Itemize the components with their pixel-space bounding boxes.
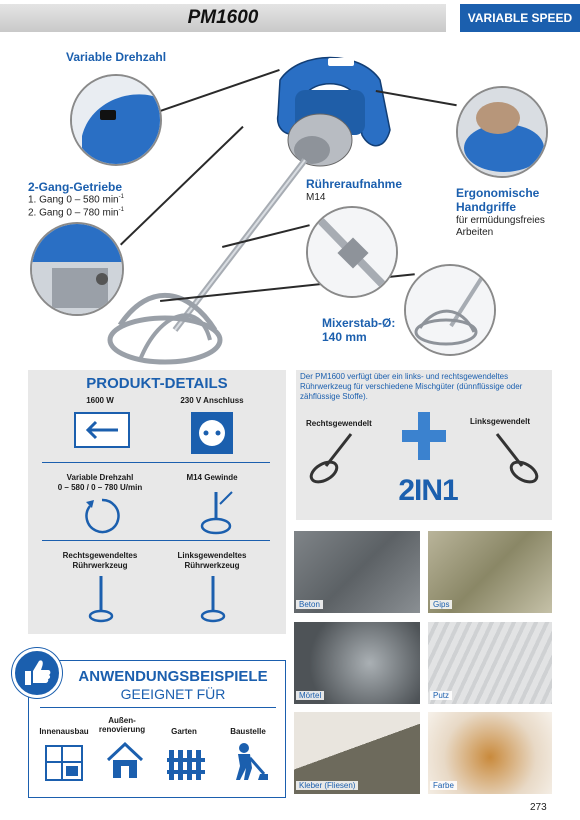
right-tool-label-1: Rechtsgewendeltes	[62, 551, 138, 560]
material-photo	[294, 531, 420, 613]
material-label: Beton	[296, 600, 323, 609]
two-in-one-description: Der PM1600 verfügt über ein links- und rechtsgewendeltes Rührwerkzeug für verschiedene Mischgüter (dünnflüssige oder zähflüssige Stoffe).	[300, 372, 523, 401]
left-wound-mixer-icon	[492, 430, 542, 490]
gear-2-text: 2. Gang 0 – 780 $\min^{-1}$	[28, 207, 124, 219]
two-in-one-badge: 2IN1	[398, 474, 458, 507]
left-tool-label-1: Linksgewendeltes	[177, 551, 247, 560]
variable-speed-photo	[70, 74, 162, 166]
left-wound-label: Linksgewendelt	[470, 417, 531, 426]
right-mixer-icon	[86, 574, 116, 624]
feature-grip-title-2: Handgriffe	[456, 200, 516, 214]
gear-1-text: 1. Gang 0 – 580 $\min^{-1}$	[28, 194, 124, 206]
speed-label-2: 0 – 580 / 0 – 780 U/min	[57, 483, 143, 492]
product-details-panel	[28, 370, 286, 634]
usage-title: ANWENDUNGSBEISPIELE	[78, 668, 268, 685]
material-label: Kleber (Fliesen)	[296, 781, 358, 790]
product-details-title: PRODUKT-DETAILS	[86, 375, 228, 392]
fence-icon	[166, 742, 206, 782]
feature-chuck-title: Rühreraufnahme	[306, 177, 403, 191]
left-mixer-icon	[198, 574, 228, 624]
thread-label: M14 Gewinde	[186, 473, 238, 482]
house-renovation-icon	[104, 740, 146, 782]
usage-divider	[40, 707, 276, 708]
thumbs-up-icon	[15, 651, 59, 695]
power-plug-icon	[74, 412, 130, 448]
right-wound-label: Rechtsgewendelt	[306, 419, 372, 428]
feature-mixer-title-1: Mixerstab-Ø:	[322, 316, 396, 330]
feature-gear-title: 2-Gang-Getriebe	[28, 180, 123, 194]
thread-icon	[196, 490, 236, 536]
left-tool-label-2: Rührwerkzeug	[184, 561, 240, 570]
rotation-icon	[82, 496, 122, 536]
feature-chuck-value: M14	[306, 192, 326, 203]
material-photo	[428, 531, 552, 613]
page-title: PM1600	[187, 7, 259, 28]
feature-mixer-title-2: 140 mm	[322, 330, 367, 344]
chuck-photo	[306, 206, 398, 298]
grip-photo	[456, 86, 548, 178]
usage-item-site: Baustelle	[230, 727, 266, 736]
variable-speed-tag: VARIABLE SPEED	[460, 4, 580, 32]
material-photo	[294, 622, 420, 704]
speed-label-1: Variable Drehzahl	[66, 473, 134, 482]
details-divider	[42, 540, 270, 541]
feature-grip-desc-2: Arbeiten	[456, 227, 494, 238]
page-number: 273	[530, 802, 547, 813]
power-label: 1600 W	[86, 396, 114, 405]
interior-icon	[44, 744, 84, 782]
material-label: Mörtel	[296, 691, 324, 700]
material-photo	[428, 712, 552, 794]
mixer-photo	[404, 264, 496, 356]
usage-subtitle: GEEIGNET FÜR	[120, 686, 226, 702]
socket-icon	[191, 412, 233, 454]
right-wound-mixer-icon	[306, 430, 356, 490]
voltage-label: 230 V Anschluss	[180, 396, 244, 405]
gear-photo	[30, 222, 124, 316]
right-tool-label-2: Rührwerkzeug	[72, 561, 128, 570]
material-label: Gips	[430, 600, 452, 609]
plus-icon	[400, 408, 448, 464]
usage-item-exterior: Außen- renovierung	[98, 716, 146, 734]
material-label: Farbe	[430, 781, 457, 790]
material-label: Putz	[430, 691, 452, 700]
thumbs-up-badge	[12, 648, 62, 698]
usage-item-garden: Garten	[171, 727, 197, 736]
usage-item-interior: Innenausbau	[39, 727, 89, 736]
feature-variable-speed-title: Variable Drehzahl	[66, 50, 167, 64]
material-photo	[428, 622, 552, 704]
construction-worker-icon	[228, 740, 270, 782]
details-divider	[42, 462, 270, 463]
feature-grip-desc-1: für ermüdungsfreies	[456, 215, 545, 226]
feature-grip-title-1: Ergonomische	[456, 186, 540, 200]
material-photo	[294, 712, 420, 794]
